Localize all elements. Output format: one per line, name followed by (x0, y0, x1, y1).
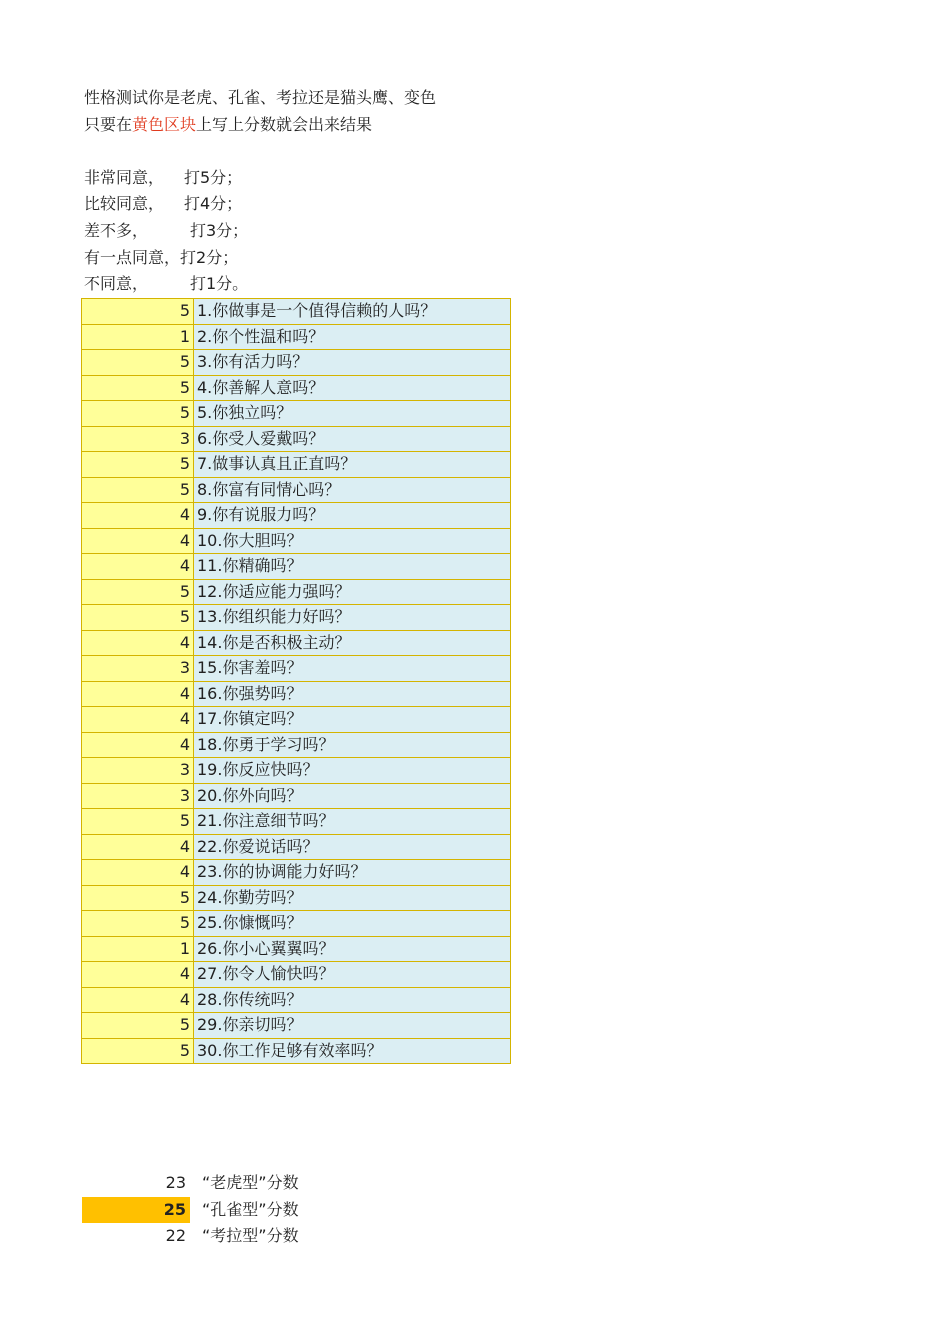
question-row (82, 401, 511, 427)
question-cell: 1.你做事是一个值得信赖的人吗？ (194, 299, 511, 325)
score-cell[interactable]: 4 (82, 834, 194, 860)
rule-label: 非常同意， (84, 168, 165, 187)
score-cell[interactable]: 5 (82, 477, 194, 503)
question-cell: 6.你受人爱戴吗？ (194, 426, 511, 452)
score-cell[interactable]: 5 (82, 1038, 194, 1064)
question-row (82, 987, 511, 1013)
score-cell[interactable]: 4 (82, 987, 194, 1013)
results-section (82, 1170, 299, 1250)
score-cell[interactable]: 5 (82, 1013, 194, 1039)
rule-row (84, 272, 248, 296)
score-cell[interactable]: 4 (82, 860, 194, 886)
question-cell: 19.你反应快吗？ (194, 758, 511, 784)
question-cell: 24.你勤劳吗？ (194, 885, 511, 911)
rule-value: 打5分； (184, 168, 243, 187)
question-cell: 14.你是否积极主动？ (194, 630, 511, 656)
score-cell[interactable]: 3 (82, 426, 194, 452)
score-cell[interactable]: 4 (82, 630, 194, 656)
question-row (82, 554, 511, 580)
score-cell[interactable]: 4 (82, 707, 194, 733)
score-cell[interactable]: 4 (82, 554, 194, 580)
result-row (82, 1223, 299, 1250)
question-cell: 28.你传统吗？ (194, 987, 511, 1013)
question-row (82, 758, 511, 784)
score-cell[interactable]: 5 (82, 605, 194, 631)
result-value: 23 (165, 1173, 186, 1192)
question-cell: 18.你勇于学习吗？ (194, 732, 511, 758)
score-cell[interactable]: 4 (82, 528, 194, 554)
question-row (82, 605, 511, 631)
result-label: “老虎型”分数 (202, 1173, 299, 1192)
rule-label: 比较同意， (84, 194, 165, 213)
score-cell[interactable]: 5 (82, 452, 194, 478)
question-cell: 23.你的协调能力好吗？ (194, 860, 511, 886)
result-label: “考拉型”分数 (202, 1226, 299, 1245)
rule-row (84, 219, 248, 243)
question-cell: 2.你个性温和吗？ (194, 324, 511, 350)
score-cell[interactable]: 5 (82, 911, 194, 937)
score-cell[interactable]: 4 (82, 732, 194, 758)
question-row (82, 656, 511, 682)
question-row (82, 732, 511, 758)
question-row (82, 630, 511, 656)
question-row (82, 707, 511, 733)
question-row (82, 783, 511, 809)
question-row (82, 962, 511, 988)
score-cell[interactable]: 3 (82, 656, 194, 682)
result-label: “孔雀型”分数 (202, 1199, 299, 1219)
rule-row (84, 166, 242, 190)
score-cell[interactable]: 5 (82, 809, 194, 835)
score-cell[interactable]: 4 (82, 962, 194, 988)
question-cell: 13.你组织能力好吗？ (194, 605, 511, 631)
question-cell: 26.你小心翼翼吗？ (194, 936, 511, 962)
question-row (82, 1038, 511, 1064)
score-cell[interactable]: 3 (82, 758, 194, 784)
question-cell: 29.你亲切吗？ (194, 1013, 511, 1039)
question-row (82, 681, 511, 707)
score-cell[interactable]: 3 (82, 783, 194, 809)
score-cell[interactable]: 5 (82, 350, 194, 376)
question-cell: 5.你独立吗？ (194, 401, 511, 427)
question-row (82, 477, 511, 503)
question-row (82, 528, 511, 554)
title-line: 性格测试你是老虎、孔雀、考拉还是猫头鹰、变色 (84, 88, 437, 107)
score-cell[interactable]: 5 (82, 299, 194, 325)
score-cell[interactable]: 1 (82, 324, 194, 350)
question-cell: 30.你工作足够有效率吗？ (194, 1038, 511, 1064)
question-row (82, 911, 511, 937)
instruction-highlight: 黄色区块 (132, 115, 197, 134)
question-cell: 25.你慷慨吗？ (194, 911, 511, 937)
result-value: 22 (165, 1226, 186, 1245)
score-cell[interactable]: 1 (82, 936, 194, 962)
question-cell: 8.你富有同情心吗？ (194, 477, 511, 503)
score-cell[interactable]: 5 (82, 375, 194, 401)
question-row (82, 885, 511, 911)
question-row (82, 375, 511, 401)
result-row (82, 1197, 299, 1224)
rule-label: 不同意， (84, 274, 149, 293)
question-cell: 10.你大胆吗？ (194, 528, 511, 554)
question-cell: 22.你爱说话吗？ (194, 834, 511, 860)
question-row (82, 936, 511, 962)
question-row (82, 860, 511, 886)
question-cell: 16.你强势吗？ (194, 681, 511, 707)
question-cell: 3.你有活力吗？ (194, 350, 511, 376)
question-cell: 9.你有说服力吗？ (194, 503, 511, 529)
rule-value: 打1分。 (190, 274, 249, 293)
rule-value: 打3分； (190, 221, 249, 240)
rule-label: 差不多， (84, 221, 149, 240)
question-row (82, 350, 511, 376)
question-row (82, 452, 511, 478)
instruction-pre: 只要在 (84, 115, 133, 134)
result-row (82, 1170, 299, 1197)
question-row (82, 324, 511, 350)
instruction-line (84, 113, 372, 137)
question-row (82, 809, 511, 835)
question-cell: 15.你害羞吗？ (194, 656, 511, 682)
rule-value: 打4分； (184, 194, 243, 213)
question-cell: 27.你令人愉快吗？ (194, 962, 511, 988)
rule-value: 打2分； (180, 248, 239, 267)
rule-row (84, 246, 238, 270)
question-row (82, 503, 511, 529)
question-cell: 20.你外向吗？ (194, 783, 511, 809)
rule-row (84, 192, 242, 216)
question-cell: 21.你注意细节吗？ (194, 809, 511, 835)
score-cell[interactable]: 5 (82, 885, 194, 911)
result-value: 25 (82, 1197, 190, 1224)
question-cell: 11.你精确吗？ (194, 554, 511, 580)
question-cell: 12.你适应能力强吗？ (194, 579, 511, 605)
questions-table (81, 298, 511, 1064)
score-cell[interactable]: 4 (82, 503, 194, 529)
score-cell[interactable]: 5 (82, 579, 194, 605)
question-row (82, 834, 511, 860)
question-cell: 17.你镇定吗？ (194, 707, 511, 733)
instruction-post: 上写上分数就会出来结果 (196, 115, 373, 134)
question-row (82, 1013, 511, 1039)
question-row (82, 579, 511, 605)
score-cell[interactable]: 4 (82, 681, 194, 707)
question-row (82, 299, 511, 325)
rule-label: 有一点同意， (84, 248, 181, 267)
question-cell: 7.做事认真且正直吗？ (194, 452, 511, 478)
score-cell[interactable]: 5 (82, 401, 194, 427)
questions-body (82, 299, 511, 1064)
question-cell: 4.你善解人意吗？ (194, 375, 511, 401)
question-row (82, 426, 511, 452)
